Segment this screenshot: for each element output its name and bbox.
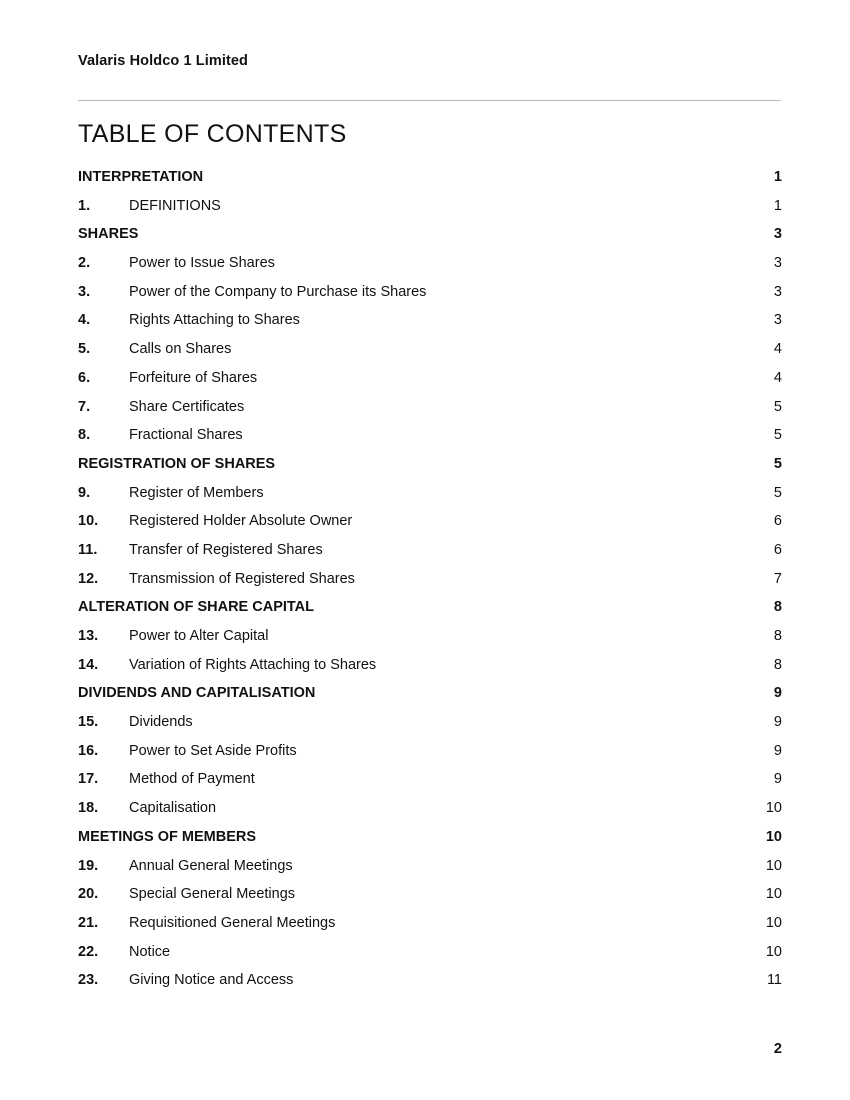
toc-entry xyxy=(78,479,782,508)
toc-page-number: 10 xyxy=(765,857,782,874)
toc-page-number: 6 xyxy=(773,513,782,530)
toc-entry-label: Rights Attaching to Shares xyxy=(129,312,300,329)
toc-entry xyxy=(78,852,782,881)
toc-page-number: 9 xyxy=(773,771,782,788)
toc-entry-label: Forfeiture of Shares xyxy=(129,369,258,386)
toc-entry xyxy=(78,622,782,651)
toc-entry xyxy=(78,278,782,307)
toc-title: TABLE OF CONTENTS xyxy=(78,120,347,148)
toc-entry-label: Notice xyxy=(129,943,171,960)
toc-entry-label: Dividends xyxy=(129,714,193,731)
toc-section-heading xyxy=(78,823,782,852)
toc-page-number: 10 xyxy=(765,828,782,845)
toc-entry xyxy=(78,909,782,938)
toc-entry-number: 18. xyxy=(78,800,99,817)
toc-entry-number: 16. xyxy=(78,742,99,759)
toc-entry-number: 20. xyxy=(78,886,99,903)
toc-entry xyxy=(78,880,782,909)
toc-page-number: 9 xyxy=(773,714,782,731)
toc-entry-number: 3. xyxy=(78,283,91,300)
toc-entry-label: Giving Notice and Access xyxy=(129,972,294,989)
toc-entry xyxy=(78,737,782,766)
toc-entry-label: Annual General Meetings xyxy=(129,857,293,874)
toc-entry-label: DEFINITIONS xyxy=(129,197,221,214)
toc-entry-label: Transfer of Registered Shares xyxy=(129,541,323,558)
toc-page-number: 10 xyxy=(765,886,782,903)
toc-entry-number: 11. xyxy=(78,541,98,558)
toc-entry-number: 7. xyxy=(78,398,91,415)
toc-entry-label: Requisitioned General Meetings xyxy=(129,914,336,931)
toc-entry xyxy=(78,249,782,278)
toc-section-label: MEETINGS OF MEMBERS xyxy=(78,828,257,845)
toc-entry-label: Power to Set Aside Profits xyxy=(129,742,297,759)
toc-entry xyxy=(78,393,782,422)
toc-entry xyxy=(78,364,782,393)
toc-page-number: 5 xyxy=(773,427,782,444)
toc-entry xyxy=(78,651,782,680)
toc-entry xyxy=(78,192,782,221)
toc-entry-number: 14. xyxy=(78,656,99,673)
toc-section-label: REGISTRATION OF SHARES xyxy=(78,455,276,472)
toc-page-number: 9 xyxy=(773,742,782,759)
toc-entry-label: Special General Meetings xyxy=(129,886,296,903)
toc-entry-label: Power to Alter Capital xyxy=(129,628,269,644)
toc-page-number: 1 xyxy=(773,197,782,214)
toc-entry-number: 17. xyxy=(78,771,99,788)
toc-entry-number: 5. xyxy=(78,341,91,358)
toc-section-label: ALTERATION OF SHARE CAPITAL xyxy=(78,599,315,616)
toc-entry-label: Transmission of Registered Shares xyxy=(129,570,355,587)
toc-entry-label: Calls on Shares xyxy=(129,341,232,358)
toc-page-number: 9 xyxy=(773,685,782,702)
toc-entry xyxy=(78,765,782,794)
toc-page-number: 7 xyxy=(773,570,782,587)
toc-page-number: 1 xyxy=(773,169,782,185)
toc-section-heading xyxy=(78,593,782,622)
toc-page-number: 5 xyxy=(773,455,782,472)
toc-entry-number: 19. xyxy=(78,857,99,874)
toc-section-label: INTERPRETATION xyxy=(78,169,204,185)
toc-entry xyxy=(78,938,782,967)
toc-entry-number: 1. xyxy=(78,197,91,214)
toc-entry-number: 4. xyxy=(78,312,91,329)
toc-entry-number: 15. xyxy=(78,714,99,731)
toc-entry-label: Method of Payment xyxy=(129,771,255,788)
table-of-contents xyxy=(78,163,782,995)
toc-page-number: 3 xyxy=(773,255,782,272)
toc-page-number: 3 xyxy=(773,312,782,329)
toc-entry-number: 10. xyxy=(78,513,99,530)
toc-page-number: 10 xyxy=(765,800,782,817)
toc-entry-label: Share Certificates xyxy=(129,398,245,415)
toc-entry xyxy=(78,306,782,335)
toc-section-label: DIVIDENDS AND CAPITALISATION xyxy=(78,685,316,702)
toc-entry-label: Power of the Company to Purchase its Shares xyxy=(129,283,427,300)
toc-page-number: 4 xyxy=(773,369,782,386)
toc-page-number: 8 xyxy=(773,656,782,673)
toc-page-number: 8 xyxy=(773,628,782,644)
toc-section-heading xyxy=(78,163,782,192)
toc-page-number: 10 xyxy=(765,914,782,931)
toc-entry xyxy=(78,565,782,594)
toc-page-number: 3 xyxy=(773,283,782,300)
toc-entry-number: 9. xyxy=(78,484,91,501)
toc-page-number: 8 xyxy=(773,599,782,616)
toc-section-heading xyxy=(78,679,782,708)
toc-entry-number: 8. xyxy=(78,427,91,444)
toc-entry-number: 13. xyxy=(78,628,99,644)
toc-entry xyxy=(78,794,782,823)
toc-entry xyxy=(78,421,782,450)
toc-entry xyxy=(78,536,782,565)
toc-page-number: 4 xyxy=(773,341,782,358)
toc-entry xyxy=(78,966,782,995)
toc-entry xyxy=(78,708,782,737)
toc-entry-label: Registered Holder Absolute Owner xyxy=(129,513,353,530)
toc-entry-number: 23. xyxy=(78,972,99,989)
toc-section-heading xyxy=(78,450,782,479)
company-name: Valaris Holdco 1 Limited xyxy=(78,53,249,69)
toc-page-number: 6 xyxy=(773,541,782,558)
toc-section-label: SHARES xyxy=(78,226,139,243)
toc-section-heading xyxy=(78,220,782,249)
header-divider xyxy=(78,100,781,101)
toc-entry xyxy=(78,507,782,536)
toc-entry-label: Fractional Shares xyxy=(129,427,243,444)
toc-page-number: 10 xyxy=(765,943,782,960)
page-number: 2 xyxy=(773,1041,782,1057)
toc-entry-number: 6. xyxy=(78,369,91,386)
toc-page-number: 11 xyxy=(766,972,782,989)
toc-page-number: 3 xyxy=(773,226,782,243)
toc-entry-label: Capitalisation xyxy=(129,800,217,817)
toc-entry-number: 12. xyxy=(78,570,99,587)
toc-page-number: 5 xyxy=(773,484,782,501)
toc-entry-number: 22. xyxy=(78,943,99,960)
toc-entry-number: 21. xyxy=(78,914,99,931)
toc-entry-label: Variation of Rights Attaching to Shares xyxy=(129,656,377,673)
toc-page-number: 5 xyxy=(773,398,782,415)
toc-entry-label: Register of Members xyxy=(129,484,264,501)
toc-entry-label: Power to Issue Shares xyxy=(129,255,275,272)
toc-entry xyxy=(78,335,782,364)
toc-entry-number: 2. xyxy=(78,255,91,272)
